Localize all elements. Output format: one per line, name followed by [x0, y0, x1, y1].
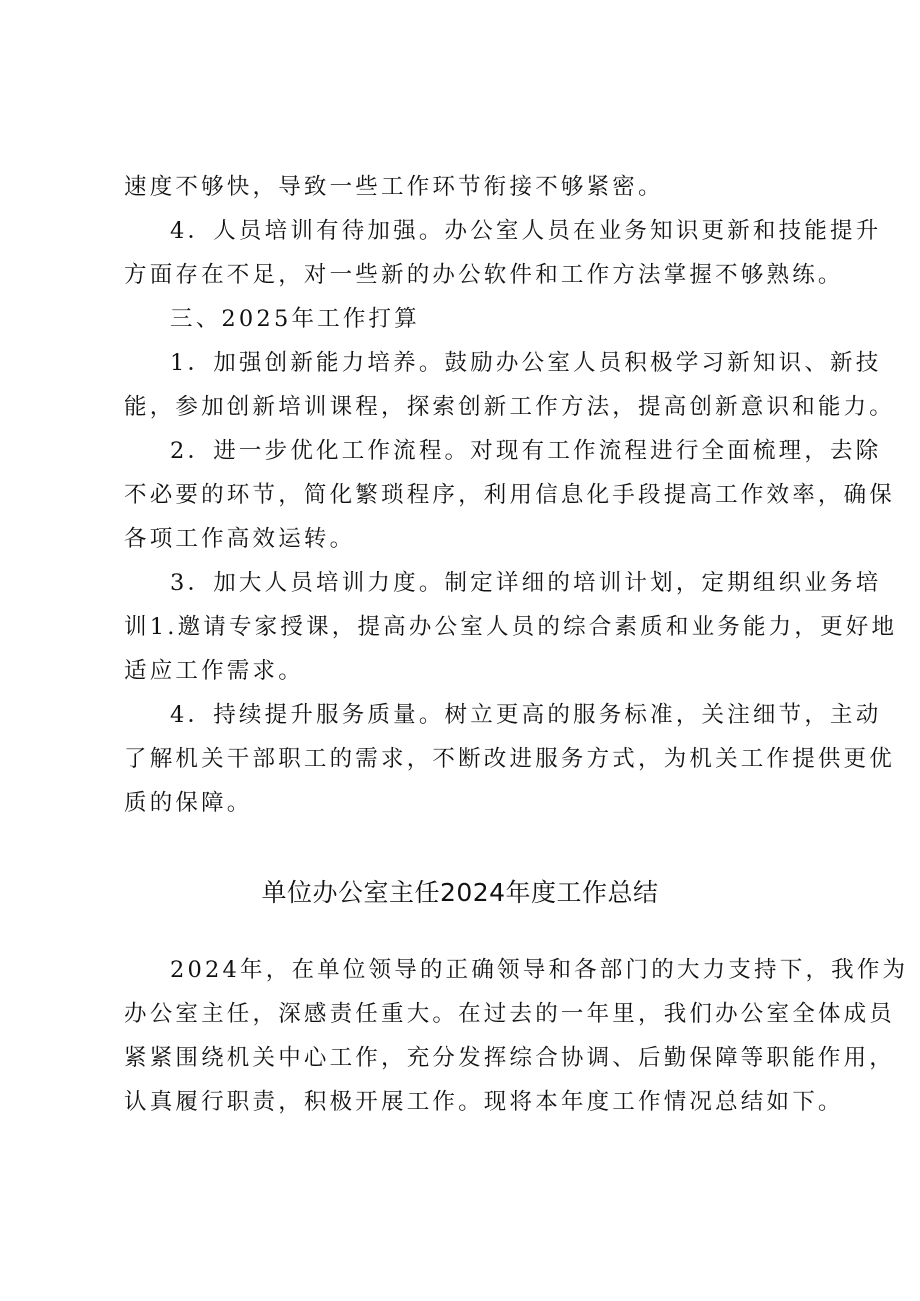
paragraph-line: 能，参加创新培训课程，探索创新工作方法，提高创新意识和能力。	[124, 394, 896, 420]
document-title: 单位办公室主任2024年度工作总结	[261, 878, 659, 907]
intro-line: 认真履行职责，积极开展工作。现将本年度工作情况总结如下。	[124, 1089, 844, 1115]
paragraph-line: 不必要的环节，简化繁琐程序，利用信息化手段提高工作效率，确保	[124, 482, 896, 508]
paragraph-line: 质的保障。	[124, 790, 253, 816]
paragraph-line: 方面存在不足，对一些新的办公软件和工作方法掌握不够熟练。	[124, 262, 844, 288]
intro-line: 2024年，在单位领导的正确领导和各部门的大力支持下，我作为	[170, 957, 909, 983]
paragraph-line: 速度不够快，导致一些工作环节衔接不够紧密。	[124, 174, 664, 200]
paragraph-line: 适应工作需求。	[124, 658, 304, 684]
paragraph-line: 2．进一步优化工作流程。对现有工作流程进行全面梳理，去除	[170, 438, 882, 464]
intro-line: 紧紧围绕机关中心工作，充分发挥综合协调、后勤保障等职能作用，	[124, 1045, 896, 1071]
section-heading: 三、2025年工作打算	[170, 306, 420, 332]
paragraph-line: 各项工作高效运转。	[124, 526, 356, 552]
paragraph-line: 3．加大人员培训力度。制定详细的培训计划，定期组织业务培	[170, 570, 882, 596]
paragraph-line: 训1.邀请专家授课，提高办公室人员的综合素质和业务能力，更好地	[124, 614, 898, 640]
paragraph-line: 4．持续提升服务质量。树立更高的服务标准，关注细节，主动	[170, 702, 882, 728]
paragraph-line: 4．人员培训有待加强。办公室人员在业务知识更新和技能提升	[170, 218, 882, 244]
paragraph-line: 了解机关干部职工的需求，不断改进服务方式，为机关工作提供更优	[124, 746, 896, 772]
paragraph-line: 1．加强创新能力培养。鼓励办公室人员积极学习新知识、新技	[170, 350, 882, 376]
intro-line: 办公室主任，深感责任重大。在过去的一年里，我们办公室全体成员	[124, 1001, 896, 1027]
